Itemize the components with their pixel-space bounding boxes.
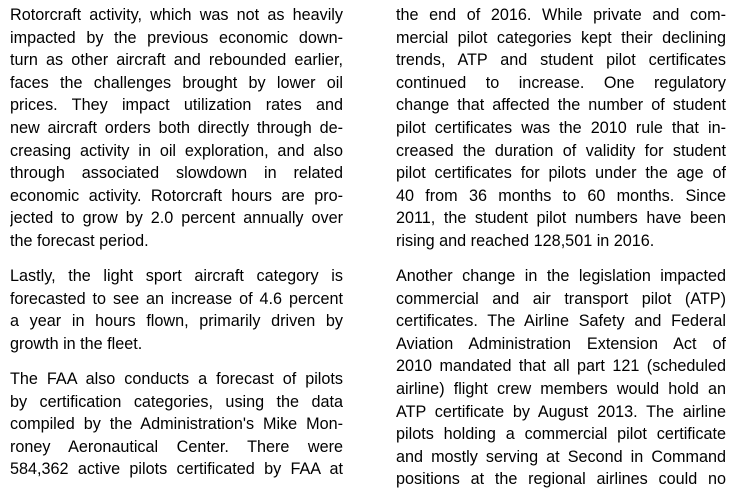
text-line: ATP certificate by August 2013. The airline [396, 402, 726, 421]
text-line: a year in hours flown, primarily driven by [10, 312, 343, 331]
paragraph-spacer [10, 253, 343, 266]
text-line: pilots holding a commercial pilot certificate [396, 425, 726, 444]
text-line: commercial and air transport pilot (ATP) [396, 289, 726, 308]
text-line: prices. They impact utilization rates and [10, 96, 343, 115]
text-line: jected to grow by 2.0 percent annually over [10, 209, 343, 228]
text-line: 2010 mandated that all part 121 (scheduled [396, 357, 726, 376]
text-line: impacted by the previous economic down- [10, 28, 343, 47]
text-line: new aircraft orders both directly through de- [10, 118, 343, 137]
text-line: compiled by the Administration's Mike Mon- [10, 415, 343, 434]
right-column [396, 4, 726, 491]
text-line: The FAA also conducts a forecast of pilots [10, 369, 343, 388]
text-line: pilot certificates was the 2010 rule that in- [396, 118, 726, 137]
text-line: faces the challenges brought by lower oil [10, 73, 343, 92]
text-line: Rotorcraft activity, which was not as heavily [10, 6, 343, 24]
text-line: positions at the regional airlines could no [396, 470, 726, 489]
text-line: and mostly serving at Second in Command [396, 447, 726, 466]
text-line: the end of 2016. While private and com- [396, 6, 726, 24]
text-line: economic activity. Rotorcraft hours are pro- [10, 186, 343, 205]
text-line: trends, ATP and student pilot certificates [396, 51, 726, 70]
text-line: certificates. The Airline Safety and Federal [396, 312, 726, 331]
text-line: Lastly, the light sport aircraft category is [10, 267, 343, 286]
paragraph-spacer [10, 355, 343, 368]
text-line: forecasted to see an increase of 4.6 percent [10, 289, 343, 308]
text-line: continued to increase. One regulatory [396, 73, 726, 92]
text-line: pilot certificates for pilots under the age of [396, 164, 726, 183]
text-line: rising and reached 128,501 in 2016. [396, 231, 655, 250]
left-column [10, 4, 343, 481]
text-line: 2011, the student pilot numbers have been [396, 209, 726, 228]
text-line: 40 from 36 months to 60 months. Since [396, 186, 726, 205]
text-line: creased the duration of validity for student [396, 141, 726, 160]
text-line: Aviation Administration Extension Act of [396, 334, 726, 353]
text-line: creasing activity in oil exploration, and also [10, 141, 343, 160]
text-line: 584,362 active pilots certificated by FAA at [10, 460, 343, 479]
paragraph-pilot-trends [396, 4, 726, 253]
text-line: Another change in the legislation impacted [396, 267, 726, 286]
paragraph-legislation [396, 265, 726, 491]
text-line: the forecast period. [10, 231, 149, 250]
paragraph-pilot-forecast [10, 368, 343, 481]
text-line: growth in the fleet. [10, 334, 143, 353]
text-line: by certification categories, using the data [10, 392, 343, 411]
paragraph-rotorcraft [10, 4, 343, 253]
paragraph-light-sport [10, 265, 343, 355]
text-line: change that affected the number of student [396, 96, 726, 115]
text-line: turn as other aircraft and rebounded earlier, [10, 51, 343, 70]
text-line: mercial pilot categories kept their declining [396, 28, 726, 47]
text-line: through associated slowdown in related [10, 164, 343, 183]
paragraph-spacer [396, 253, 726, 266]
text-line: airline) flight crew members would hold an [396, 380, 726, 398]
text-line: roney Aeronautical Center. There were [10, 437, 343, 456]
